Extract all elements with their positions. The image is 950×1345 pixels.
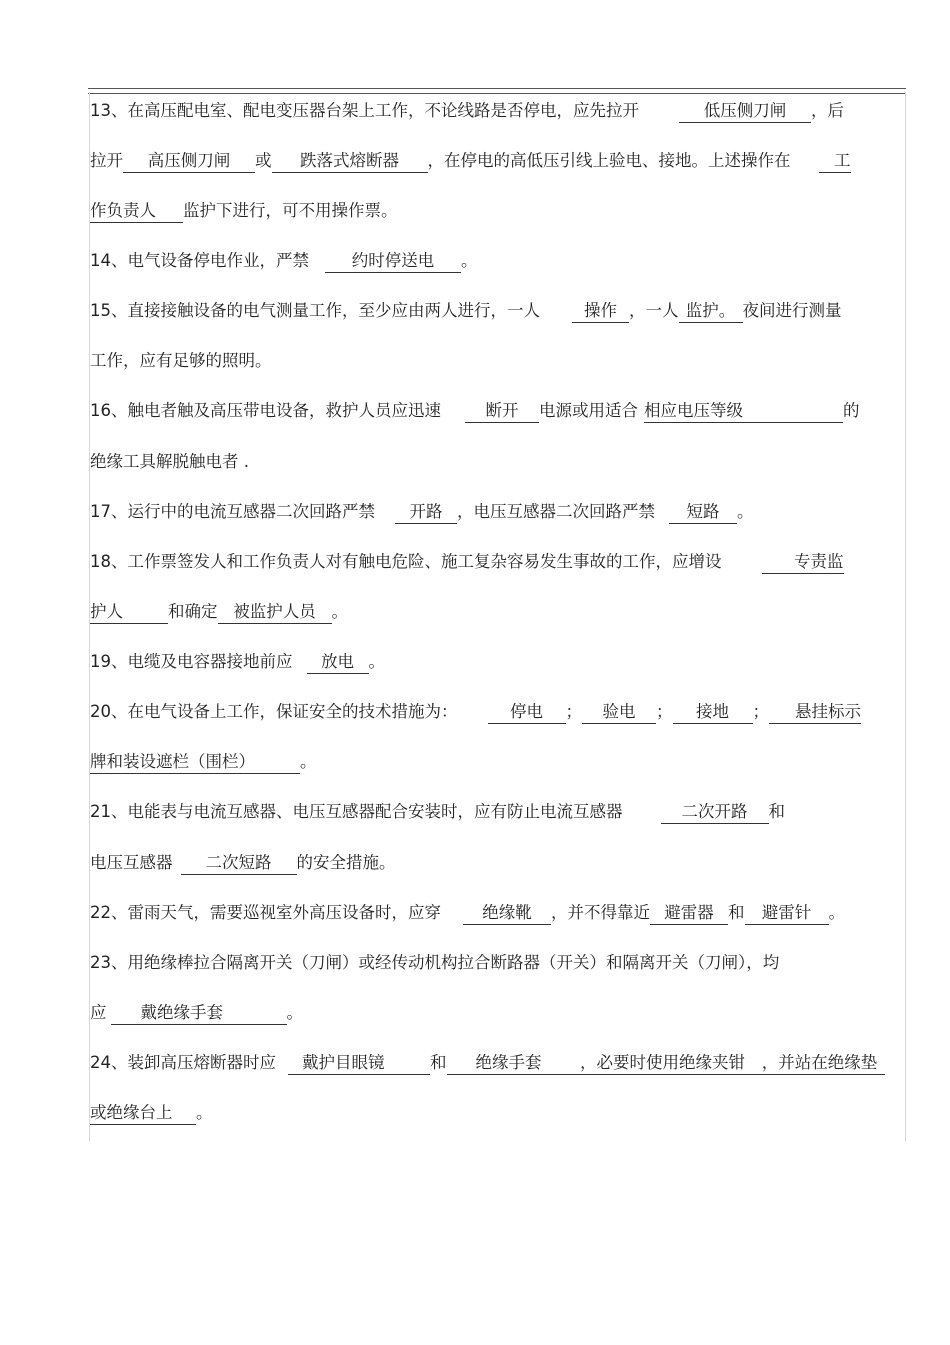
- q20-answer-4a: 悬挂标示: [769, 702, 861, 724]
- q21-answer-2: 二次短路: [181, 853, 297, 875]
- q15-answer-2: 监护。: [679, 301, 743, 323]
- q16-line-1: 16、触电者触及高压带电设备，救护人员应迅速 断开 电源或用适合 相应电压等级 的: [90, 401, 860, 423]
- q20-answer-4b: 牌和装设遮栏（围栏）: [90, 752, 300, 774]
- q24-answer-2: 绝缘手套: [447, 1053, 571, 1075]
- q22-line: 22、雷雨天气，需要巡视室外高压设备时，应穿 绝缘靴 ，并不得靠近 避雷器 和 避雷针 。: [90, 903, 845, 925]
- q18-line-1: 18、工作票签发人和工作负责人对有触电危险、施工复杂容易发生事故的工作，应增设 专责监: [90, 552, 844, 574]
- q16-answer-1: 断开: [465, 401, 539, 423]
- q23-line-2: 应 戴绝缘手套 。: [90, 1003, 303, 1025]
- q19-answer: 放电: [307, 652, 369, 674]
- q14-answer: 约时停送电: [325, 251, 461, 273]
- q20-line-1: 20、在电气设备上工作，保证安全的技术措施为： 停电 ； 验电 ； 接地 ； 悬挂标示: [90, 702, 861, 724]
- q13-line-1: 13、在高压配电室、配电变压器台架上工作，不论线路是否停电，应先拉开 低压侧刀闸 ，后: [90, 101, 844, 123]
- q17-answer-1: 开路: [395, 502, 457, 524]
- q16-answer-2: 相应电压等级: [644, 401, 843, 423]
- q23-line-1: 23、用绝缘棒拉合隔离开关（刀闸）或经传动机构拉合断路器（开关）和隔离开关（刀闸），均: [90, 953, 780, 972]
- q17-answer-2: 短路: [669, 502, 737, 524]
- q24-answer-1: 戴护目眼镜: [288, 1053, 430, 1075]
- q20-line-2: 牌和装设遮栏（围栏） 。: [90, 752, 317, 774]
- q18-line-2: 护人 和确定 被监护人员 。: [90, 602, 348, 624]
- q20-answer-2: 验电: [582, 702, 656, 724]
- q19-line: 19、电缆及电容器接地前应 放电 。: [90, 652, 385, 674]
- q18-answer-2: 被监护人员: [218, 602, 332, 624]
- q24-answer-5: 或绝缘台上: [90, 1103, 196, 1125]
- q22-answer-3: 避雷针: [745, 903, 829, 925]
- q20-answer-1: 停电: [488, 702, 566, 724]
- q22-answer-2: 避雷器: [650, 903, 728, 925]
- q22-answer-1: 绝缘靴: [463, 903, 551, 925]
- q14-line: 14、电气设备停电作业，严禁 约时停送电 。: [90, 251, 478, 273]
- q23-answer: 戴绝缘手套: [111, 1003, 287, 1025]
- q15-line-2: 工作，应有足够的照明。: [90, 351, 272, 370]
- q18-answer-1b: 护人: [90, 602, 168, 624]
- q15-line-1: 15、直接接触设备的电气测量工作，至少应由两人进行，一人 操作 ，一人 监护。 夜间进行测量: [90, 301, 842, 323]
- q13-line-2: 拉开 高压侧刀闸 或 跌落式熔断器 ，在停电的高低压引线上验电、接地。上述操作在 工: [90, 151, 851, 173]
- q21-line-2: 电压互感器 二次短路 的安全措施。: [90, 853, 396, 875]
- q15-answer-1: 操作: [572, 301, 629, 323]
- q16-line-2: 绝缘工具解脱触电者 .: [90, 452, 249, 471]
- q13-answer-1: 低压侧刀闸: [679, 101, 811, 123]
- q20-answer-3: 接地: [673, 702, 753, 724]
- q13-answer-3: 跌落式熔断器: [272, 151, 428, 173]
- q13-line-3: 作负责人 监护下进行，可不用操作票。: [90, 201, 398, 223]
- q13-answer-4a: 工: [819, 151, 851, 173]
- q21-line-1: 21、电能表与电流互感器、电压互感器配合安装时，应有防止电流互感器 二次开路 和: [90, 802, 785, 824]
- q24-answer-4: ，并站在绝缘垫: [755, 1053, 885, 1075]
- right-margin-rule: [905, 92, 906, 1142]
- q17-line: 17、运行中的电流互感器二次回路严禁 开路 ，电压互感器二次回路严禁 短路 。: [90, 502, 754, 524]
- q24-line-1: 24、装卸高压熔断器时应 戴护目眼镜 和 绝缘手套 ，必要时使用绝缘夹钳 ，并站在绝缘垫: [90, 1053, 885, 1075]
- q18-answer-1a: 专责监: [762, 552, 844, 574]
- q24-answer-3: ，必要时使用绝缘夹钳: [571, 1053, 755, 1075]
- q13-answer-4b: 作负责人: [90, 201, 183, 223]
- q13-answer-2: 高压侧刀闸: [123, 151, 255, 173]
- header-rule: [88, 88, 906, 94]
- q21-answer-1: 二次开路: [661, 802, 769, 824]
- q24-line-2: 或绝缘台上 。: [90, 1103, 213, 1125]
